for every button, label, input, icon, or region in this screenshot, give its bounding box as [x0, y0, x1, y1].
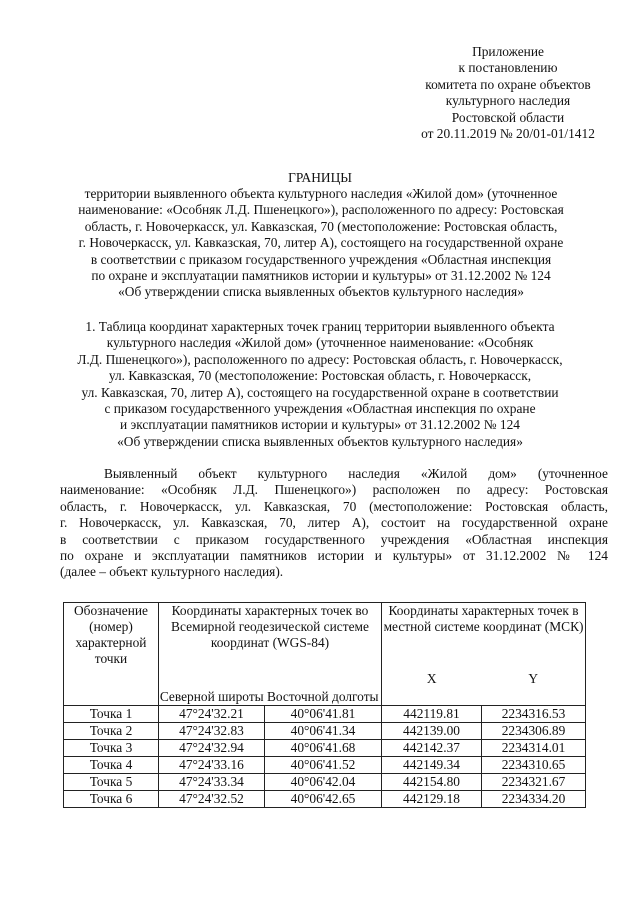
longitude-cell: 40°06'41.68	[265, 740, 382, 757]
section-line: «Об утверждении списка выявленных объектов культурного наследия»	[117, 433, 523, 449]
table-row	[64, 706, 586, 723]
x-cell: 442149.34	[382, 757, 482, 774]
subtitle-line: по охране и эксплуатации памятников истории и культуры» от 31.12.2002 № 124	[91, 268, 551, 284]
header-point-designation: Обозначение (номер) характерной точки	[64, 603, 159, 668]
appendix-line: культурного наследия	[445, 93, 571, 109]
subheader-longitude: Восточной долготы	[265, 667, 382, 706]
paragraph-line: по охране и эксплуатации памятников истории и культуры» от 31.12.2002 № 124	[60, 548, 608, 564]
point-label: Точка 2	[64, 723, 159, 740]
y-cell: 2234314.01	[482, 740, 586, 757]
subtitle-line: «Об утверждении списка выявленных объектов культурного наследия»	[118, 284, 524, 300]
point-label: Точка 1	[64, 706, 159, 723]
body-paragraph	[60, 466, 608, 581]
longitude-cell: 40°06'42.65	[265, 791, 382, 808]
longitude-cell: 40°06'42.04	[265, 774, 382, 791]
point-label: Точка 3	[64, 740, 159, 757]
subtitle-line: область, г. Новочеркасск, ул. Кавказская, 70 (местоположение: Ростовская область,	[84, 218, 558, 234]
subheader-y: Y	[482, 667, 586, 706]
subtitle-line: г. Новочеркасск, ул. Кавказская, 70, литер А), состоящего на государственной охране	[78, 235, 564, 251]
x-cell: 442129.18	[382, 791, 482, 808]
section-heading	[56, 319, 584, 450]
table-row	[64, 723, 586, 740]
section-line: ул. Кавказская, 70 (местоположение: Ростовская область, г. Новочеркасск,	[108, 368, 532, 384]
x-cell: 442142.37	[382, 740, 482, 757]
point-label: Точка 6	[64, 791, 159, 808]
section-line: Л.Д. Пшенецкого»), расположенного по адресу: Ростовская область, г. Новочеркасск,	[77, 351, 563, 367]
longitude-cell: 40°06'41.34	[265, 723, 382, 740]
section-line: 1. Таблица координат характерных точек границ территории выявленного объекта	[85, 319, 555, 334]
longitude-cell: 40°06'41.52	[265, 757, 382, 774]
paragraph-line: область, г. Новочеркасск, ул. Кавказская, 70 (местоположение: Ростовская область,	[60, 498, 608, 514]
section-line: и эксплуатации памятников истории и культуры» от 31.12.2002 № 124	[120, 417, 520, 433]
document-title: ГРАНИЦЫ	[288, 170, 352, 185]
table-row	[64, 740, 586, 757]
appendix-line: Приложение	[472, 44, 544, 59]
x-cell: 442154.80	[382, 774, 482, 791]
table-row	[64, 757, 586, 774]
section-line: ул. Кавказская, 70, литер А), состоящего на государственной охране в соответствии	[81, 384, 559, 400]
appendix-block	[388, 44, 628, 142]
appendix-line: к постановлению	[458, 60, 558, 76]
coordinates-table	[63, 602, 586, 808]
document-subtitle	[60, 186, 582, 301]
appendix-line: Ростовской области	[451, 109, 565, 125]
latitude-cell: 47°24'32.94	[159, 740, 265, 757]
subheader-latitude: Северной широты	[159, 667, 265, 706]
y-cell: 2234334.20	[482, 791, 586, 808]
y-cell: 2234316.53	[482, 706, 586, 723]
table-row	[64, 774, 586, 791]
y-cell: 2234306.89	[482, 723, 586, 740]
header-point-spacer	[64, 667, 159, 706]
latitude-cell: 47°24'33.16	[159, 757, 265, 774]
paragraph-line: наименование: «Особняк Л.Д. Пшенецкого») расположен по адресу: Ростовская	[60, 482, 608, 498]
latitude-cell: 47°24'32.83	[159, 723, 265, 740]
header-wgs84: Координаты характерных точек во Всемирной геодезической системе координат (WGS-84)	[159, 603, 382, 668]
subheader-x: X	[382, 667, 482, 706]
paragraph-line: Выявленный объект культурного наследия «Жилой дом» (уточненное	[104, 466, 608, 481]
subtitle-line: в соответствии с приказом государственного учреждения «Областная инспекция	[90, 251, 552, 267]
subtitle-line: наименование: «Особняк Л.Д. Пшенецкого»), расположенного по адресу: Ростовская	[78, 202, 564, 218]
paragraph-line: (далее – объект культурного наследия).	[60, 564, 284, 580]
header-msk: Координаты характерных точек в местной системе координат (МСК)	[382, 603, 586, 668]
latitude-cell: 47°24'32.21	[159, 706, 265, 723]
y-cell: 2234310.65	[482, 757, 586, 774]
x-cell: 442119.81	[382, 706, 482, 723]
section-line: культурного наследия «Жилой дом» (уточненное наименование: «Особняк	[106, 335, 534, 351]
subtitle-line: территории выявленного объекта культурного наследия «Жилой дом» (уточненное	[84, 186, 558, 201]
appendix-line: комитета по охране объектов	[425, 76, 591, 92]
x-cell: 442139.00	[382, 723, 482, 740]
latitude-cell: 47°24'33.34	[159, 774, 265, 791]
y-cell: 2234321.67	[482, 774, 586, 791]
section-line: с приказом государственного учреждения «Областная инспекция по охране	[104, 401, 536, 417]
longitude-cell: 40°06'41.81	[265, 706, 382, 723]
paragraph-line: в соответствии с приказом государственного учреждения «Областная инспекция	[60, 531, 608, 547]
appendix-line: от 20.11.2019 № 20/01-01/1412	[421, 126, 595, 142]
latitude-cell: 47°24'32.52	[159, 791, 265, 808]
paragraph-line: г. Новочеркасск, ул. Кавказская, 70, литер А), состоит на государственной охране	[60, 515, 608, 531]
point-label: Точка 4	[64, 757, 159, 774]
point-label: Точка 5	[64, 774, 159, 791]
table-row	[64, 791, 586, 808]
